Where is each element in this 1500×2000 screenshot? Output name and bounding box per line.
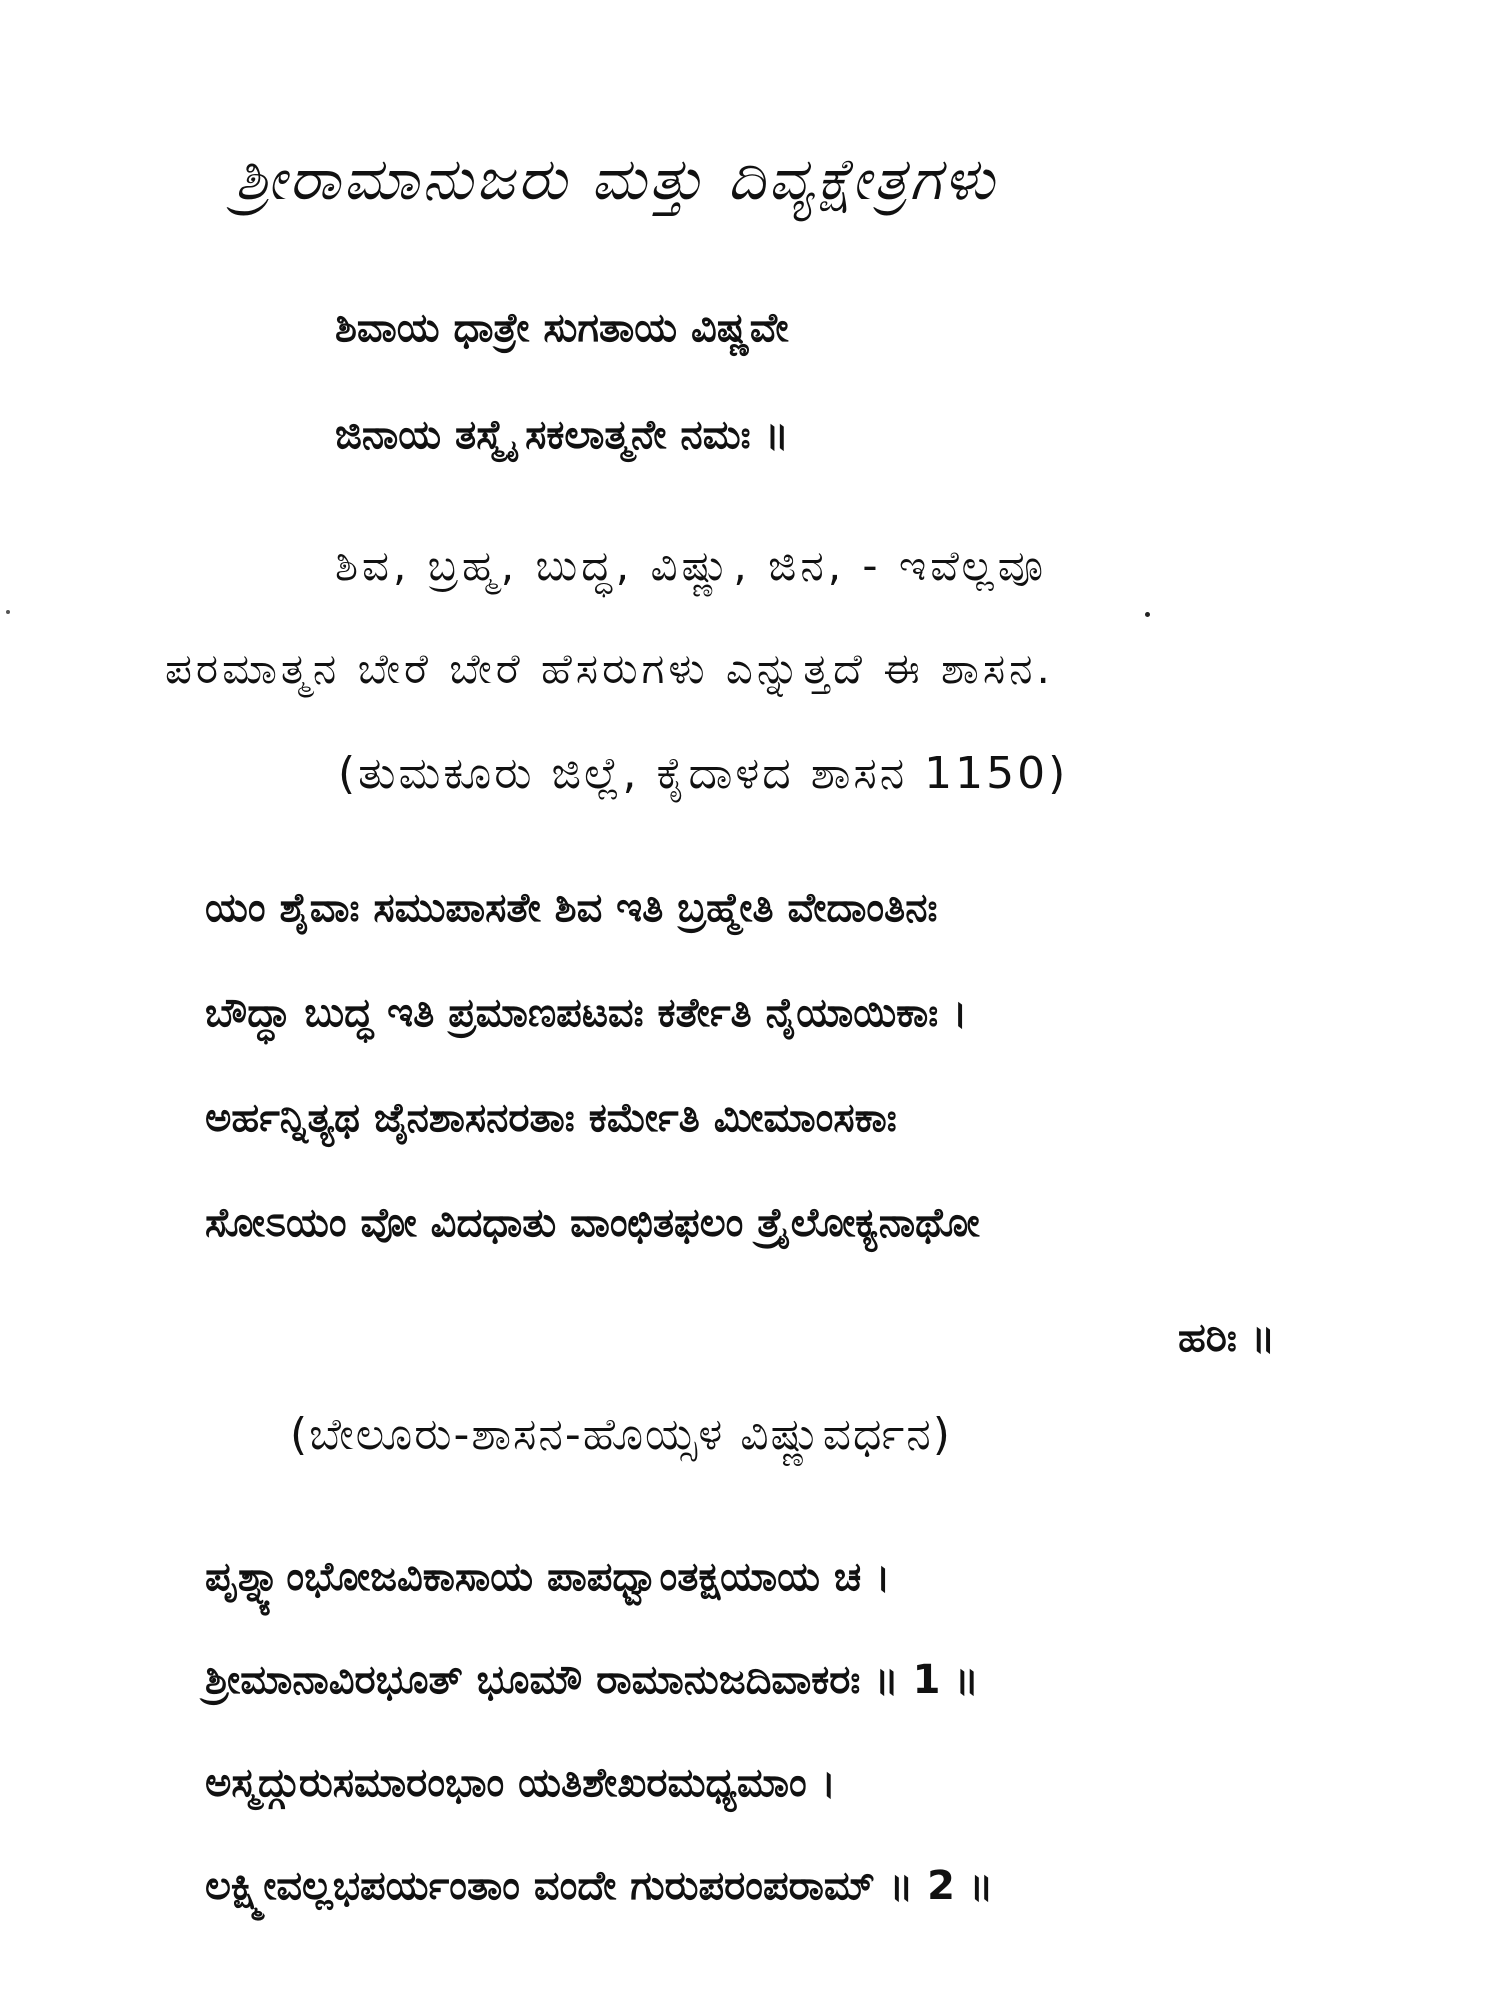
scan-speck	[6, 610, 10, 614]
page-title: ಶ್ರೀರಾಮಾನುಜರು ಮತ್ತು ದಿವ್ಯಕ್ಷೇತ್ರಗಳು	[235, 145, 998, 213]
verse2-line2: ಬೌದ್ಧಾ ಬುದ್ಧ ಇತಿ ಪ್ರಮಾಣಪಟವಃ ಕರ್ತೇತಿ ನೈಯಾಯಿಕಾಃ ।	[205, 990, 968, 1036]
verse3-line4: ಲಕ್ಷ್ಮೀವಲ್ಲಭಪರ್ಯಂತಾಂ ವಂದೇ ಗುರುಪರಂಪರಾಮ್ ॥ 2 ॥	[205, 1863, 994, 1909]
verse3-line2: ಶ್ರೀಮಾನಾವಿರಭೂತ್ ಭೂಮೌ ರಾಮಾನುಜದಿವಾಕರಃ ॥ 1 ॥	[205, 1657, 979, 1703]
scan-dot	[1145, 612, 1150, 617]
verse3-line3: ಅಸ್ಮದ್ಗುರುಸಮಾರಂಭಾಂ ಯತಿಶೇಖರಮಧ್ಯಮಾಂ ।	[205, 1760, 836, 1806]
verse2-line4: ಸೋಽಯಂ ವೋ ವಿದಧಾತು ವಾಂಛಿತಫಲಂ ತ್ರೈಲೋಕ್ಯನಾಥೋ	[205, 1200, 980, 1246]
verse1-line1: ಶಿವಾಯ ಧಾತ್ರೇ ಸುಗತಾಯ ವಿಷ್ಣವೇ	[335, 305, 789, 351]
verse1-line2: ಜಿನಾಯ ತಸ್ಮೈ ಸಕಲಾತ್ಮನೇ ನಮಃ ॥	[335, 412, 789, 458]
citation-belur: (ಬೇಲೂರು-ಶಾಸನ-ಹೊಯ್ಸಳ ವಿಷ್ಣುವರ್ಧನ)	[290, 1409, 952, 1460]
paragraph1-line1: ಶಿವ, ಬ್ರಹ್ಮ, ಬುದ್ಧ, ವಿಷ್ಣು, ಜಿನ, - ಇವೆಲ್ಲವೂ	[335, 541, 1048, 590]
citation-tumakuru: (ತುಮಕೂರು ಜಿಲ್ಲೆ, ಕೈದಾಳದ ಶಾಸನ 1150)	[338, 748, 1069, 799]
verse3-line1: ಪೃಶ್ನ್ಯಾಂಭೋಜವಿಕಾಸಾಯ ಪಾಪಧ್ವಾಂತಕ್ಷಯಾಯ ಚ ।	[205, 1554, 891, 1600]
verse2-line3: ಅರ್ಹನ್ನಿತ್ಯಥ ಜೈನಶಾಸನರತಾಃ ಕರ್ಮೇತಿ ಮೀಮಾಂಸಕಾಃ	[205, 1095, 897, 1141]
verse2-line1: ಯಂ ಶೈವಾಃ ಸಮುಪಾಸತೇ ಶಿವ ಇತಿ ಬ್ರಹ್ಮೇತಿ ವೇದಾಂತಿನಃ	[205, 885, 938, 931]
verse2-line5: ಹರಿಃ ॥	[1178, 1315, 1276, 1361]
paragraph1-line2: ಪರಮಾತ್ಮನ ಬೇರೆ ಬೇರೆ ಹೆಸರುಗಳು ಎನ್ನುತ್ತದೆ ಈ ಶಾಸನ.	[165, 644, 1054, 693]
